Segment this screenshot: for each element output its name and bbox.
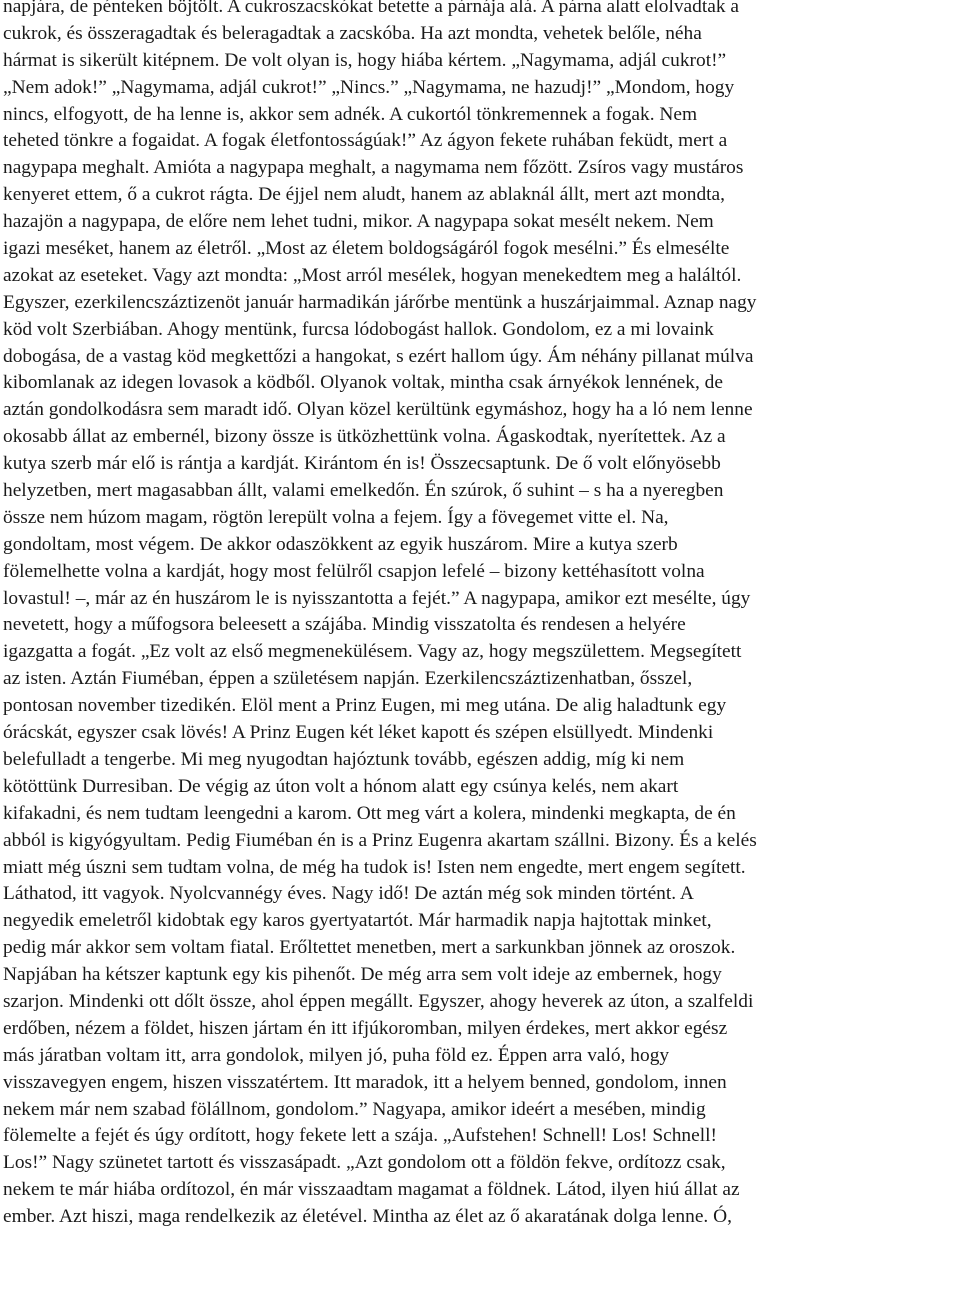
text-line: kutya szerb már elő is rántja a kardját. Kirántom én is! Összecsaptunk. De ő volt előnyösebb (3, 453, 721, 475)
text-line: szarjon. Mindenki ott dőlt össze, ahol éppen megállt. Egyszer, ahogy heverek az úton, a szalfeldi (3, 990, 754, 1012)
text-line: nagypapa meghalt. Amióta a nagypapa meghalt, a nagymama nem főzött. Zsíros vagy mustáros (3, 157, 744, 179)
text-line: negyedik emeletről kidobtak egy karos gyertyatartót. Már harmadik napja hajtottak minket, (3, 910, 712, 932)
text-line: belefulladt a tengerbe. Mi meg nyugodtan hajóztunk tovább, egészen addig, míg ki nem (3, 748, 685, 770)
text-line (3, 1258, 957, 1285)
text-line: hazajön a nagypapa, de előre nem lehet tudni, mikor. A nagypapa sokat mesélt nekem. Nem (3, 211, 714, 233)
text-line: kibomlanak az idegen lovasok a ködből. Olyanok voltak, mintha csak árnyékok lennének, de (3, 372, 723, 394)
text-line: Los!” Nagy szünetet tartott és visszasápadt. „Azt gondolom ott a földön fekve, ordítozz csak, (3, 1152, 726, 1174)
text-line: igazgatta a fogát. „Ez volt az első megmenekülésem. Vagy az, hogy megszülettem. Megsegített (3, 641, 742, 663)
text-line: aztán gondolkodásra sem maradt idő. Olyan közel kerültünk egymáshoz, hogy ha a ló nem lenne (3, 399, 753, 421)
text-line: kötöttünk Durresiban. De végig az úton volt a hónom alatt egy csúnya kelés, nem akart (3, 775, 679, 797)
text-line: kifakadni, és nem tudtam leengedni a karom. Ott meg várt a kolera, mindenki megkapta, de én (3, 802, 736, 824)
text-line: lovastul! –, már az én huszárom le is nyisszantotta a fejét.” A nagypapa, amikor ezt mesélte, úgy (3, 587, 751, 609)
text-line: össze nem húzom magam, rögtön lerepült volna a fejem. Így a fövegemet vitte el. Na, (3, 506, 669, 528)
text-line: Egyszer, ezerkilencszáztizenöt január harmadikán járőrbe mentünk a huszárjaimmal. Aznap nagy (3, 291, 757, 313)
text-line: okosabb állat az embernél, bizony össze is ütközhettünk volna. Ágaskodtak, nyerítettek. Az a (3, 426, 726, 448)
text-line: visszavegyen engem, hiszen visszatértem. Itt maradok, itt a helyem benned, gondolom, innen (3, 1071, 727, 1093)
text-line: nincs, elfogyott, de ha lenne is, akkor sem adnék. A cukortól tönkremennek a fogak. Nem (3, 103, 698, 125)
text-line: más járatban voltam itt, arra gondolok, milyen jó, puha föld ez. Éppen arra való, hogy (3, 1044, 670, 1066)
text-line: abból is kigyógyultam. Pedig Fiuméban én is a Prinz Eugenra akartam szállni. Bizony. És a kelés (3, 829, 757, 851)
text-line: órácskát, egyszer csak lövés! A Prinz Eugen két léket kapott és szépen elsüllyedt. Mindenki (3, 722, 714, 744)
text-line: nekem te már hiába ordítozol, én már visszaadtam magamat a földnek. Látod, ilyen hiú állat az (3, 1179, 740, 1201)
text-line: napjára, de pénteken böjtölt. A cukroszacskókat betette a párnája alá. A párna alatt elolvadtak a (3, 0, 739, 17)
text-line: az isten. Aztán Fiuméban, éppen a születésem napján. Ezerkilencszáztizenhatban, ősszel, (3, 668, 693, 690)
text-line: kenyeret ettem, ő a cukrot rágta. De éjjel nem aludt, hanem az ablaknál állt, mert azt mondta, (3, 184, 725, 206)
text-line: igazi meséket, hanem az életről. „Most az életem boldogságáról fogok mesélni.” És elmesélte (3, 238, 730, 260)
text-line: cukrok, és összeragadtak és beleragadtak a zacskóba. Ha azt mondta, vehetek belőle, néha (3, 22, 702, 44)
text-line: fölemelte a fejét és úgy ordított, hogy fekete lett a szája. „Aufstehen! Schnell! Los! Schnell! (3, 1125, 717, 1147)
text-line: miatt még úszni sem tudtam volna, de még ha tudok is! Isten nem engedte, mert engem segített. (3, 856, 746, 878)
text-line: gondoltam, most végem. De akkor odaszökkent az egyik huszárom. Mire a kutya szerb (3, 533, 678, 555)
text-line: azokat az eseteket. Vagy azt mondta: „Most arról mesélek, hogyan menekedtem meg a haláltól. (3, 264, 742, 286)
text-line: helyzetben, mert magasabban állt, valami emelkedőn. Én szúrok, ő suhint – s ha a nyeregben (3, 480, 724, 502)
text-line: nekem már nem szabad fölállnom, gondolom.” Nagyapa, amikor ideért a mesében, mindig (3, 1098, 706, 1120)
text-line: köd volt Szerbiában. Ahogy mentünk, furcsa lódobogást hallok. Gondolom, ez a mi lovaink (3, 318, 714, 340)
text-line: ember. Azt hiszi, maga rendelkezik az életével. Mintha az élet az ő akaratának dolga lenne. Ó, (3, 1206, 732, 1228)
text-line (3, 1231, 957, 1258)
text-line: dobogása, de a vastag köd megkettőzi a hangokat, s ezért hallom úgy. Ám néhány pillanat múlva (3, 345, 754, 367)
text-line: fölemelhette volna a kardját, hogy most felülről csapjon lefelé – bizony kettéhasított volna (3, 560, 705, 582)
text-line: Láthatod, itt vagyok. Nyolcvannégy éves. Nagy idő! De aztán még sok minden történt. A (3, 883, 694, 905)
text-line: pontosan november tizedikén. Elöl ment a Prinz Eugen, mi meg utána. De alig haladtunk egy (3, 695, 727, 717)
text-line: Napjában ha kétszer kaptunk egy kis pihenőt. De még arra sem volt ideje az embernek, hogy (3, 964, 722, 986)
text-line: „Nem adok!” „Nagymama, adjál cukrot!” „Nincs.” „Nagymama, ne hazudj!” „Mondom, hogy (3, 76, 735, 98)
text-line: erdőben, nézem a földet, hiszen jártam én itt ifjúkoromban, milyen érdekes, mert akkor egész (3, 1017, 728, 1039)
text-line: hármat is sikerült kitépnem. De volt olyan is, hogy hiába kértem. „Nagymama, adjál cukrot!” (3, 49, 727, 71)
text-line: pedig már akkor sem voltam fiatal. Erőltettet menetben, mert a sarkunkban jönnek az oroszok. (3, 937, 736, 959)
text-line: teheted tönkre a fogaidat. A fogak életfontosságúak!” Az ágyon fekete ruhában feküdt, mert a (3, 130, 728, 152)
body-text (3, 0, 957, 1285)
text-line: nevetett, hogy a műfogsora beleesett a szájába. Mindig visszatolta és rendesen a helyére (3, 614, 686, 636)
